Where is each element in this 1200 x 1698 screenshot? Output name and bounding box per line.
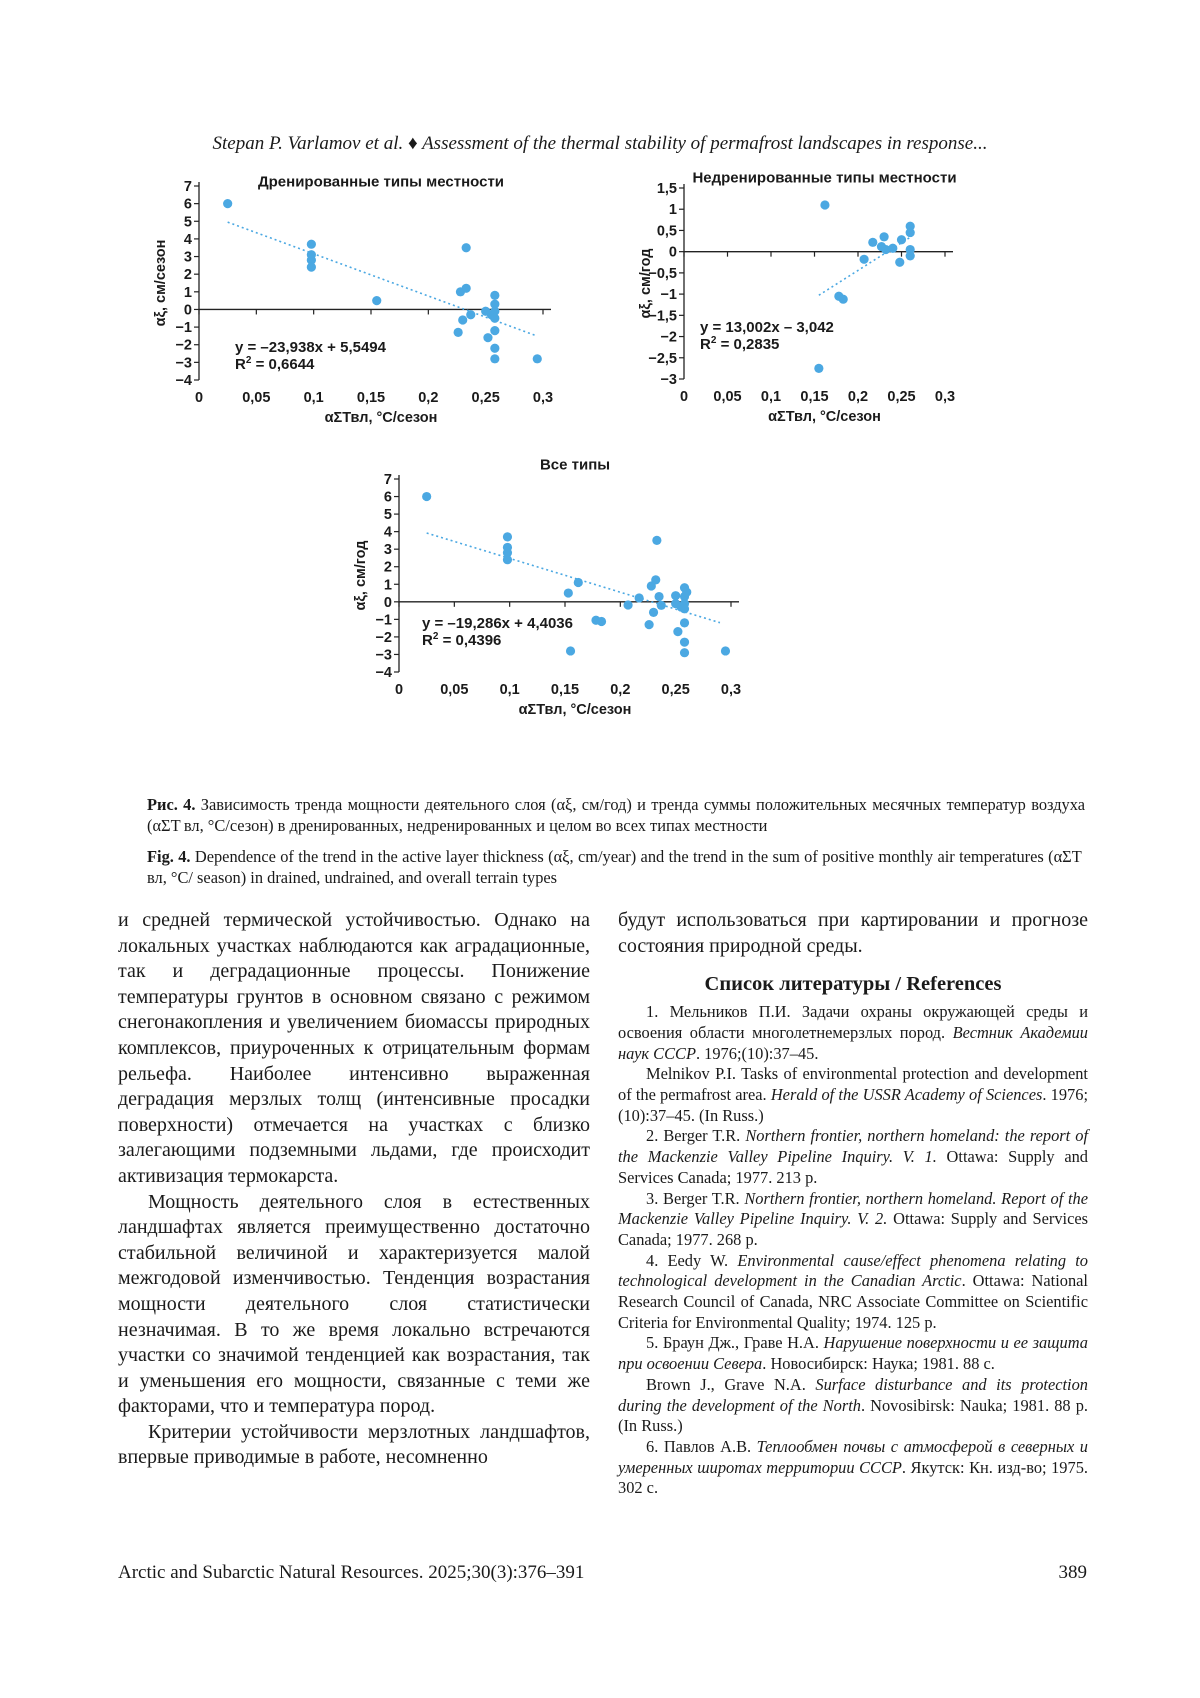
body-paragraph: и средней термической устойчивостью. Однако на локальных участках наблюдаются как аградационные, так и деградационные процессы. Понижение температуры грунтов в основном связано с режимом снегонакопления и увеличением биомассы природных комплексов, приуроченных к отрицательным формам рельефа. Наиболее интенсивно выраженная деградация мерзлых толщ (интенсивные просадки поверхности) отмечается на участках с близко залегающими подземными льдами, где происходит активизация термокарста.	[118, 909, 590, 1187]
data-point	[566, 646, 575, 655]
x-tick-label: 0,15	[356, 390, 386, 406]
y-tick-label: 2	[383, 559, 392, 576]
data-point	[906, 251, 915, 260]
body-column-left	[118, 908, 590, 1471]
caption-ru-label: Рис. 4.	[147, 795, 196, 814]
caption-en-text: Dependence of the trend in the active layer thickness (αξ, cm/year) and the trend in the sum of positive monthly air temperatures (αΣT вл, °C/ season) in drained, undrained, and overall terrain types	[147, 847, 1085, 887]
reference-item	[618, 1251, 1088, 1334]
y-tick-label: 0	[183, 302, 192, 319]
data-point	[820, 200, 829, 209]
y-tick-label: −2	[660, 329, 677, 346]
chart-all-types	[353, 456, 840, 772]
reference-title: Herald of the USSR Academy of Sciences	[770, 1085, 1043, 1104]
x-tick-label: 0,15	[550, 682, 580, 698]
data-point	[673, 627, 682, 636]
data-point	[635, 593, 644, 602]
data-point	[223, 199, 232, 208]
data-point	[888, 244, 897, 253]
reference-title: Northern frontier, northern homeland. Report of the Mackenzie Valley Pipeline Inquiry. V. 2.	[618, 1188, 1088, 1229]
data-point	[721, 646, 730, 655]
x-tick-label: 0,05	[440, 682, 469, 698]
data-point	[462, 284, 471, 293]
reference-title: Вестник Академии наук СССР	[618, 1022, 1088, 1063]
reference-details: . Якутск: Кн. изд-во; 1975. 302 с.	[618, 1457, 1088, 1498]
x-tick-label: 0,15	[800, 389, 829, 405]
reference-text: Melnikov P.I. Tasks of environmental protection and development of the permafrost area.	[618, 1064, 1088, 1104]
figure-caption-ru	[147, 794, 1085, 836]
x-axis-label: αΣТвл, °C/сезон	[324, 410, 438, 426]
running-head: Stepan P. Varlamov et al. ♦ Assessment of the thermal stability of permafrost landscapes in response...	[212, 133, 988, 154]
references-list	[618, 1002, 1088, 1499]
journal-citation: Arctic and Subarctic Natural Resources. 2025;30(3):376–391	[118, 1562, 585, 1583]
reference-details: . Новосибирск: Наука; 1981. 88 с.	[762, 1354, 995, 1374]
y-tick-label: −1	[175, 320, 192, 337]
data-point	[454, 328, 463, 337]
y-tick-label: −4	[175, 373, 192, 389]
data-point	[503, 555, 512, 564]
y-tick-label: −1	[660, 287, 677, 304]
y-tick-label: 0,5	[656, 223, 677, 240]
y-tick-label: 7	[183, 179, 192, 195]
reference-item	[618, 1126, 1088, 1188]
y-tick-label: −3	[660, 372, 677, 388]
y-tick-label: −4	[375, 665, 392, 681]
y-tick-label: 1	[383, 577, 392, 594]
chart-title: Все типы	[539, 456, 611, 474]
data-point	[490, 344, 499, 353]
reference-details: Ottawa: Supply and Services Canada; 1977. 268 p.	[618, 1209, 1088, 1249]
x-tick-label: 0	[194, 390, 204, 406]
trendline	[427, 533, 720, 623]
y-axis-label: αξ, см/год	[638, 248, 654, 319]
regression-equation: y = –19,286x + 4,4036	[422, 615, 573, 632]
r-squared: $R^2 = 0,2835$	[700, 335, 780, 353]
data-point	[657, 601, 666, 610]
y-tick-label: −2	[375, 629, 392, 646]
data-point	[490, 326, 499, 335]
data-point	[372, 296, 381, 305]
y-tick-label: 6	[183, 196, 192, 213]
data-point	[651, 575, 660, 584]
data-point	[483, 333, 492, 342]
reference-text: 5. Браун Дж., Граве Н.А.	[646, 1333, 824, 1353]
data-point	[466, 310, 475, 319]
page-number: 389	[1058, 1562, 1087, 1583]
reference-text: 3. Berger T.R.	[646, 1188, 745, 1208]
y-tick-label: −2	[175, 337, 192, 354]
y-tick-label: 1	[183, 284, 192, 301]
data-point	[422, 492, 431, 501]
data-point	[680, 638, 689, 647]
chart-undrained	[638, 169, 1080, 467]
x-tick-label: 0,25	[887, 389, 916, 405]
regression-equation: y = 13,002x – 3,042	[700, 319, 834, 336]
data-point	[859, 255, 868, 264]
y-tick-label: 6	[383, 489, 392, 506]
reference-title: Northern frontier, northern homeland: the report of the Mackenzie Valley Pipeline Inquiry. V. 1.	[618, 1126, 1088, 1167]
reference-details: . 1976;(10):37–45. (In Russ.)	[618, 1085, 1088, 1125]
y-tick-label: −1,5	[648, 308, 677, 325]
figure-caption-en	[147, 846, 1085, 888]
reference-item	[618, 1189, 1088, 1251]
data-point	[645, 620, 654, 629]
data-point	[533, 354, 542, 363]
data-point	[906, 228, 915, 237]
y-tick-label: 0	[668, 244, 677, 261]
x-tick-label: 0,05	[713, 389, 742, 405]
x-axis-label: αΣТвл, °C/сезон	[518, 702, 632, 718]
data-point	[671, 591, 680, 600]
y-axis-label: αξ, см/сезон	[153, 239, 169, 327]
y-tick-label: 3	[383, 542, 392, 559]
reference-title: Теплообмен почвы с атмосферой в северных и умеренных широтах территории СССР	[618, 1436, 1088, 1477]
reference-details: Ottawa: Supply and Services Canada; 1977. 213 p.	[618, 1147, 1088, 1187]
body-paragraph: будут использоваться при картировании и прогнозе состояния природной среды.	[618, 909, 1088, 957]
data-point	[490, 314, 499, 323]
reference-text: Brown J., Grave N.A.	[646, 1374, 816, 1394]
y-tick-label: 5	[183, 214, 192, 231]
reference-title: Surface disturbance and its protection during the development of the North	[618, 1374, 1088, 1415]
y-tick-label: −1	[375, 612, 392, 629]
y-tick-label: 1,5	[656, 181, 677, 197]
y-tick-label: −3	[375, 647, 392, 664]
regression-equation: y = –23,938x + 5,5494	[235, 339, 386, 356]
references-title: Список литературы / References	[704, 973, 1002, 996]
body-paragraph: Мощность деятельного слоя в естественных ландшафтах является преимущественно достаточно стабильной величиной и характеризуется малой межгодовой изменчивостью. Тенденция возрастания мощности деятельного слоя статистически незначимая. В то же время локально встречаются участки со значимой тенденцией как возрастания, так и уменьшения его мощности, связанные с теми же факторами, что и температура пород.	[118, 1190, 590, 1418]
y-axis-label: αξ, см/год	[353, 540, 369, 611]
reference-title: Нарушение поверхности и ее защита при освоении Севера	[618, 1333, 1088, 1374]
y-tick-label: 3	[183, 249, 192, 266]
x-tick-label: 0,25	[661, 682, 690, 698]
reference-item	[618, 1437, 1088, 1499]
data-point	[654, 592, 663, 601]
data-point	[458, 315, 467, 324]
reference-text: 2. Berger T.R.	[646, 1126, 746, 1146]
data-point	[880, 232, 889, 241]
y-tick-label: 4	[383, 524, 392, 541]
reference-text: 4. Eedy W.	[646, 1250, 738, 1270]
x-tick-label: 0,3	[720, 682, 742, 698]
y-tick-label: −0,5	[648, 265, 677, 282]
data-point	[682, 588, 691, 597]
data-point	[307, 263, 316, 272]
body-paragraph: Критерии устойчивости мерзлотных ландшафтов, впервые приводимые в работе, несомненно	[118, 1420, 590, 1469]
x-tick-label: 0,3	[934, 389, 956, 405]
reference-text: 1. Мельников П.И. Задачи охраны окружающей среды и освоения области многолетнемерзлых пород.	[618, 1002, 1088, 1042]
data-point	[564, 588, 573, 597]
data-point	[652, 536, 661, 545]
reference-details: . Ottawa: National Research Council of Canada, NRC Associate Committee on Scientific Criteria for Environmental Quality; 1974. 125 p.	[618, 1271, 1088, 1332]
y-tick-label: −3	[175, 355, 192, 372]
y-tick-label: 5	[383, 507, 392, 524]
body-column-right	[618, 908, 1088, 1499]
y-tick-label: 4	[183, 231, 192, 248]
x-tick-label: 0,1	[499, 682, 520, 698]
reference-details: . 1976;(10):37–45.	[695, 1043, 819, 1063]
x-tick-label: 0,1	[303, 390, 324, 406]
data-point	[839, 295, 848, 304]
data-point	[574, 578, 583, 587]
data-point	[680, 618, 689, 627]
caption-en-label: Fig. 4.	[147, 847, 191, 866]
x-tick-label: 0,1	[760, 389, 782, 405]
data-point	[503, 532, 512, 541]
data-point	[490, 354, 499, 363]
reference-item	[618, 1002, 1088, 1064]
chart-drained	[155, 174, 635, 459]
x-axis-label: αΣТвл, °C/сезон	[768, 409, 881, 425]
x-tick-label: 0	[394, 682, 404, 698]
chart-title: Недренированные типы местности	[692, 169, 957, 187]
data-point	[680, 604, 689, 613]
y-tick-label: 0	[383, 594, 392, 611]
reference-item	[618, 1333, 1088, 1374]
r-squared: $R^2 = 0,6644$	[235, 355, 315, 373]
y-tick-label: 2	[183, 267, 192, 284]
data-point	[680, 648, 689, 657]
reference-item	[618, 1064, 1088, 1126]
x-tick-label: 0,2	[847, 389, 869, 405]
data-point	[895, 258, 904, 267]
x-tick-label: 0,2	[418, 390, 439, 406]
r-squared: $R^2 = 0,4396$	[422, 631, 502, 649]
data-point	[814, 364, 823, 373]
x-tick-label: 0,25	[471, 390, 500, 406]
x-tick-label: 0,3	[532, 390, 554, 406]
data-point	[897, 235, 906, 244]
data-point	[490, 291, 499, 300]
reference-item	[618, 1375, 1088, 1437]
y-tick-label: −2,5	[648, 350, 677, 367]
x-tick-label: 0,2	[610, 682, 631, 698]
data-point	[649, 608, 658, 617]
reference-details: . Novosibirsk: Nauka; 1981. 88 p. (In Russ.)	[618, 1395, 1088, 1436]
chart-title: Дренированные типы местности	[257, 173, 505, 191]
data-point	[307, 240, 316, 249]
caption-ru-text: Зависимость тренда мощности деятельного слоя (αξ, см/год) и тренда суммы положительных месячных температур воздуха (αΣT вл, °C/сезон) в дренированных, недренированных и целом во всех типах местности	[147, 795, 1085, 835]
data-point	[462, 243, 471, 252]
data-point	[597, 617, 606, 626]
data-point	[868, 238, 877, 247]
y-tick-label: 7	[383, 472, 392, 488]
y-tick-label: 1	[668, 202, 677, 219]
reference-title: Environmental cause/effect phenomena relating to technological development in the Canadian Arctic	[618, 1250, 1088, 1291]
x-tick-label: 0	[679, 389, 689, 405]
x-tick-label: 0,05	[242, 390, 271, 406]
data-point	[623, 600, 632, 609]
reference-text: 6. Павлов А.В.	[646, 1436, 757, 1456]
